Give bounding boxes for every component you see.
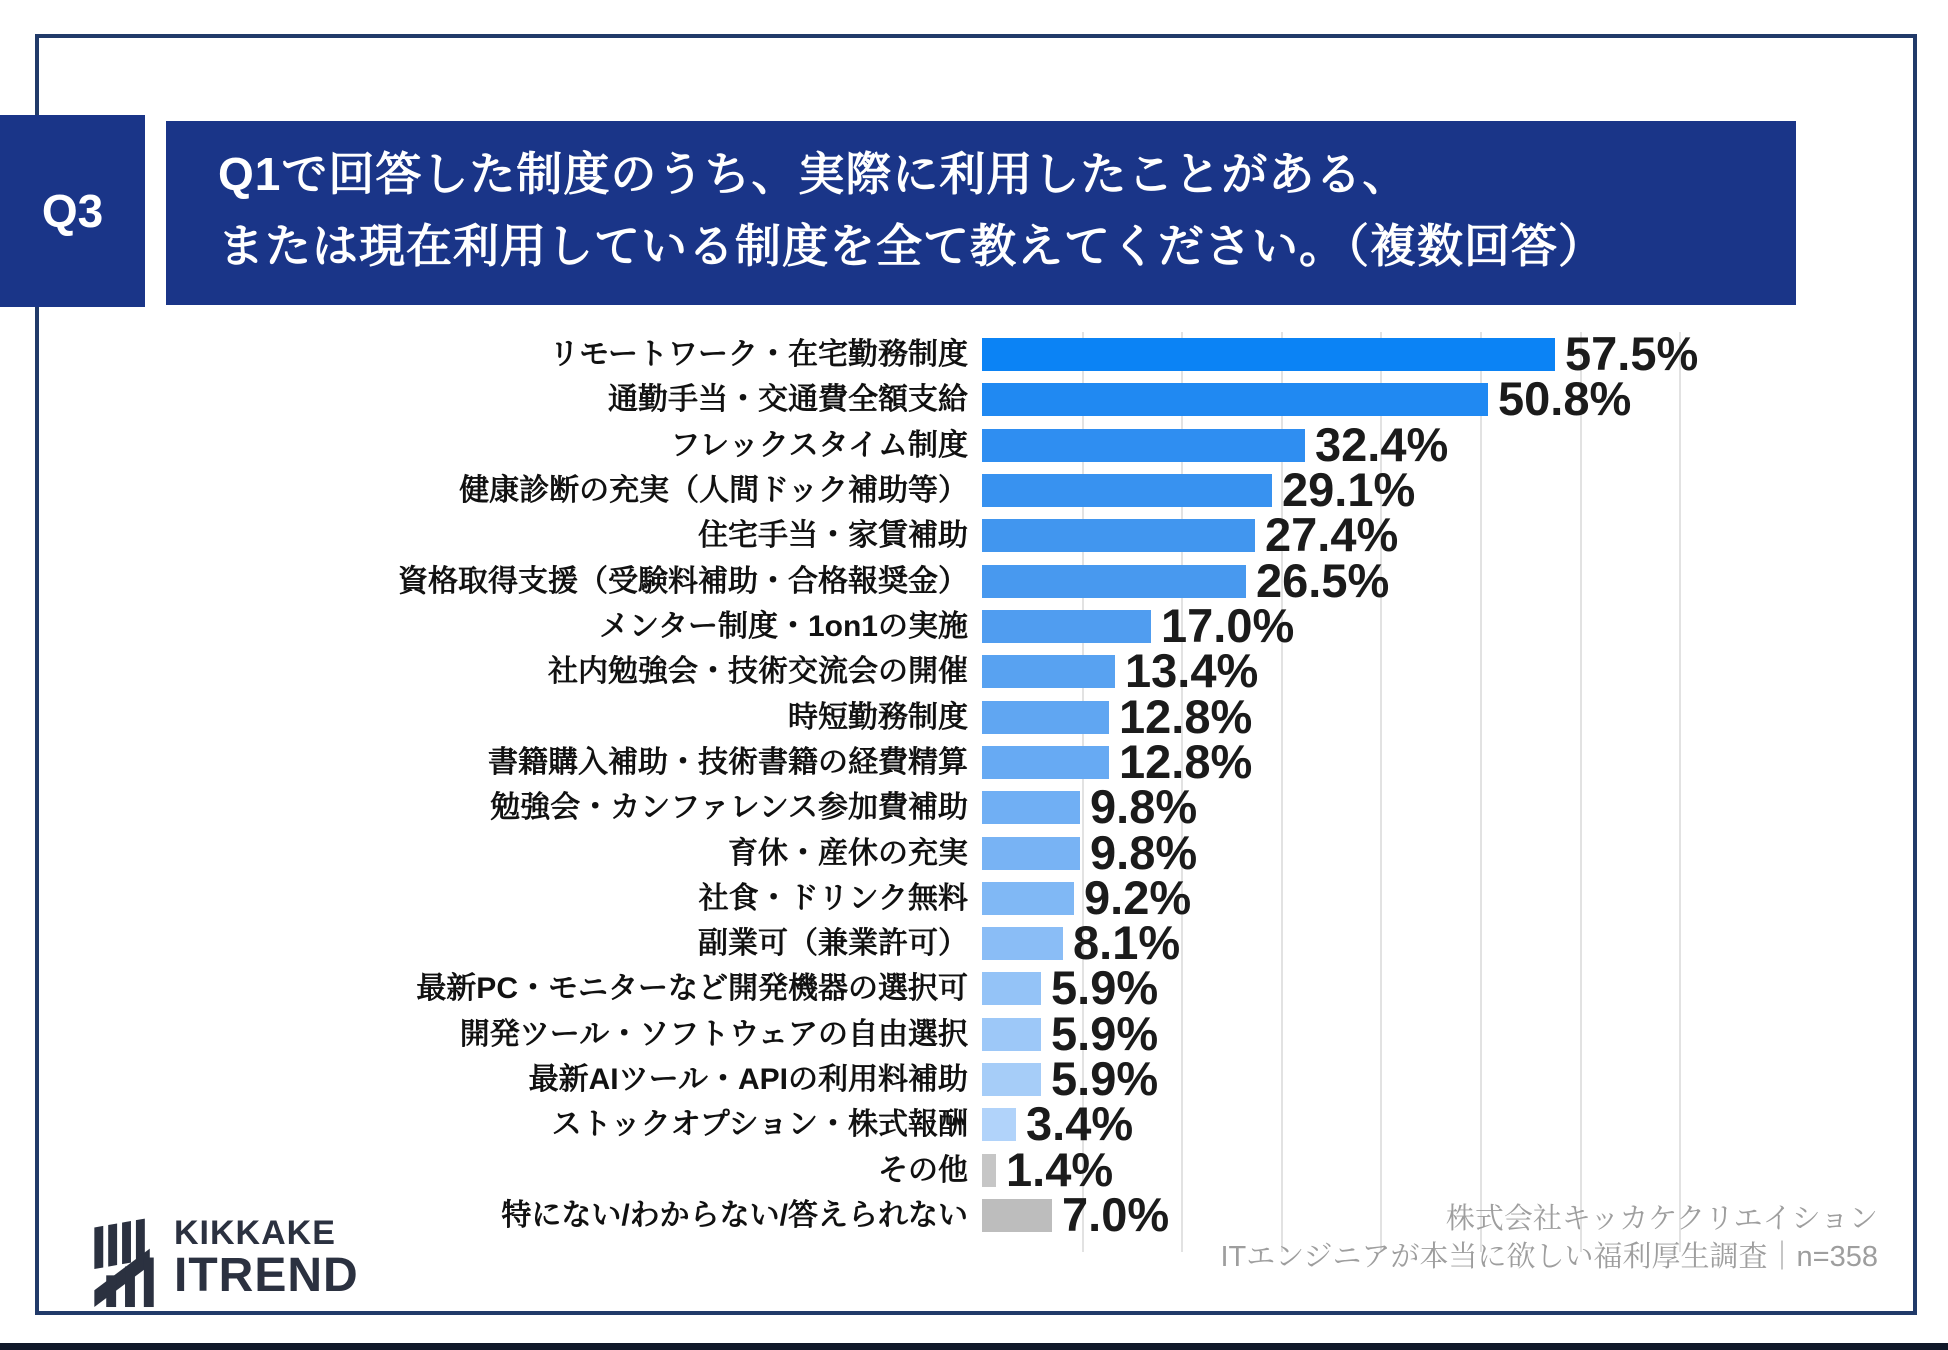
source-note — [1221, 1200, 1879, 1276]
category-label: 健康診断の充実（人間ドック補助等） — [459, 474, 968, 507]
bottom-accent-strip — [0, 1343, 1948, 1350]
bar — [982, 383, 1488, 416]
chart-row — [0, 554, 1948, 607]
category-label: 最新PC・モニターなど開発機器の選択可 — [416, 972, 968, 1005]
bar — [982, 519, 1255, 552]
value-label: 8.1% — [1073, 916, 1181, 969]
bar — [982, 655, 1115, 688]
bar — [982, 1108, 1016, 1141]
chart-row — [0, 1097, 1948, 1150]
logo-text-itrend: ITREND — [174, 1249, 359, 1302]
chart-row — [0, 961, 1948, 1014]
chart-row — [0, 463, 1948, 516]
value-label: 50.8% — [1498, 372, 1632, 425]
value-label: 5.9% — [1051, 1007, 1159, 1060]
question-number-badge — [0, 115, 145, 307]
bar — [982, 565, 1246, 598]
source-company: 株式会社キッカケクリエイション — [1445, 1203, 1878, 1235]
logo-bars-icon — [92, 1212, 164, 1314]
chart-row — [0, 780, 1948, 833]
chart-row — [0, 916, 1948, 969]
source-survey: ITエンジニアが本当に欲しい福利厚生調査｜n=358 — [1220, 1241, 1878, 1273]
chart-row — [0, 1143, 1948, 1196]
bar — [982, 972, 1041, 1005]
value-label: 12.8% — [1119, 735, 1253, 788]
category-label: 開発ツール・ソフトウェアの自由選択 — [459, 1018, 968, 1051]
bar — [982, 791, 1080, 824]
category-label: 勉強会・カンファレンス参加費補助 — [490, 791, 968, 824]
bar — [982, 429, 1305, 462]
chart-row — [0, 1052, 1948, 1105]
bar-chart — [0, 327, 1948, 1252]
value-label: 27.4% — [1265, 508, 1399, 561]
value-label: 9.8% — [1090, 780, 1198, 833]
category-label: 社内勉強会・技術交流会の開催 — [548, 655, 968, 688]
category-label: フレックスタイム制度 — [670, 429, 968, 462]
chart-row — [0, 508, 1948, 561]
category-label: リモートワーク・在宅勤務制度 — [549, 338, 968, 371]
chart-row — [0, 826, 1948, 879]
bar — [982, 1018, 1041, 1051]
value-label: 32.4% — [1315, 418, 1449, 471]
bar — [982, 1154, 996, 1187]
value-label: 12.8% — [1119, 690, 1253, 743]
chart-row — [0, 372, 1948, 425]
value-label: 7.0% — [1062, 1188, 1170, 1241]
bar — [982, 837, 1080, 870]
bar — [982, 882, 1074, 915]
bar — [982, 474, 1272, 507]
question-title-block — [166, 121, 1796, 305]
value-label: 9.8% — [1090, 826, 1198, 879]
category-label: 育休・産休の充実 — [728, 837, 968, 870]
category-label: 社食・ドリンク無料 — [698, 882, 968, 915]
chart-row — [0, 871, 1948, 924]
category-label: 書籍購入補助・技術書籍の経費精算 — [488, 746, 968, 779]
bar — [982, 1199, 1052, 1232]
category-label: メンター制度・1on1の実施 — [599, 610, 968, 643]
category-label: 副業可（兼業許可） — [698, 927, 968, 960]
chart-row — [0, 327, 1948, 380]
category-label: ストックオプション・株式報酬 — [551, 1108, 968, 1141]
chart-row — [0, 1007, 1948, 1060]
value-label: 57.5% — [1565, 327, 1699, 380]
category-label: 特にない/わからない/答えられない — [501, 1199, 968, 1232]
bar — [982, 610, 1151, 643]
category-label: その他 — [878, 1154, 968, 1187]
logo-text-kikkake: KIKKAKE — [174, 1214, 336, 1252]
chart-row — [0, 690, 1948, 743]
value-label: 5.9% — [1051, 961, 1159, 1014]
question-number: Q3 — [41, 185, 104, 237]
bar — [982, 701, 1109, 734]
value-label: 29.1% — [1282, 463, 1416, 516]
value-label: 17.0% — [1161, 599, 1295, 652]
chart-row — [0, 735, 1948, 788]
value-label: 26.5% — [1256, 554, 1390, 607]
chart-row — [0, 644, 1948, 697]
category-label: 通勤手当・交通費全額支給 — [608, 383, 968, 416]
chart-row — [0, 418, 1948, 471]
value-label: 1.4% — [1006, 1143, 1114, 1196]
question-title-line1: Q1で回答した制度のうち、実際に利用したことがある、 — [218, 148, 1410, 200]
kikkake-itrend-logo — [92, 1212, 359, 1314]
bar — [982, 1063, 1041, 1096]
value-label: 5.9% — [1051, 1052, 1159, 1105]
bar — [982, 927, 1063, 960]
category-label: 住宅手当・家賃補助 — [698, 519, 968, 552]
value-label: 9.2% — [1084, 871, 1192, 924]
category-label: 最新AIツール・APIの利用料補助 — [528, 1063, 968, 1096]
logo-wordmark — [174, 1214, 359, 1300]
category-label: 資格取得支援（受験料補助・合格報奨金） — [398, 565, 968, 598]
bar — [982, 746, 1109, 779]
category-label: 時短勤務制度 — [788, 701, 968, 734]
bar — [982, 338, 1555, 371]
chart-row — [0, 599, 1948, 652]
question-title-line2: または現在利用している制度を全て教えてください。（複数回答） — [218, 220, 1605, 272]
value-label: 3.4% — [1026, 1097, 1134, 1150]
value-label: 13.4% — [1125, 644, 1259, 697]
